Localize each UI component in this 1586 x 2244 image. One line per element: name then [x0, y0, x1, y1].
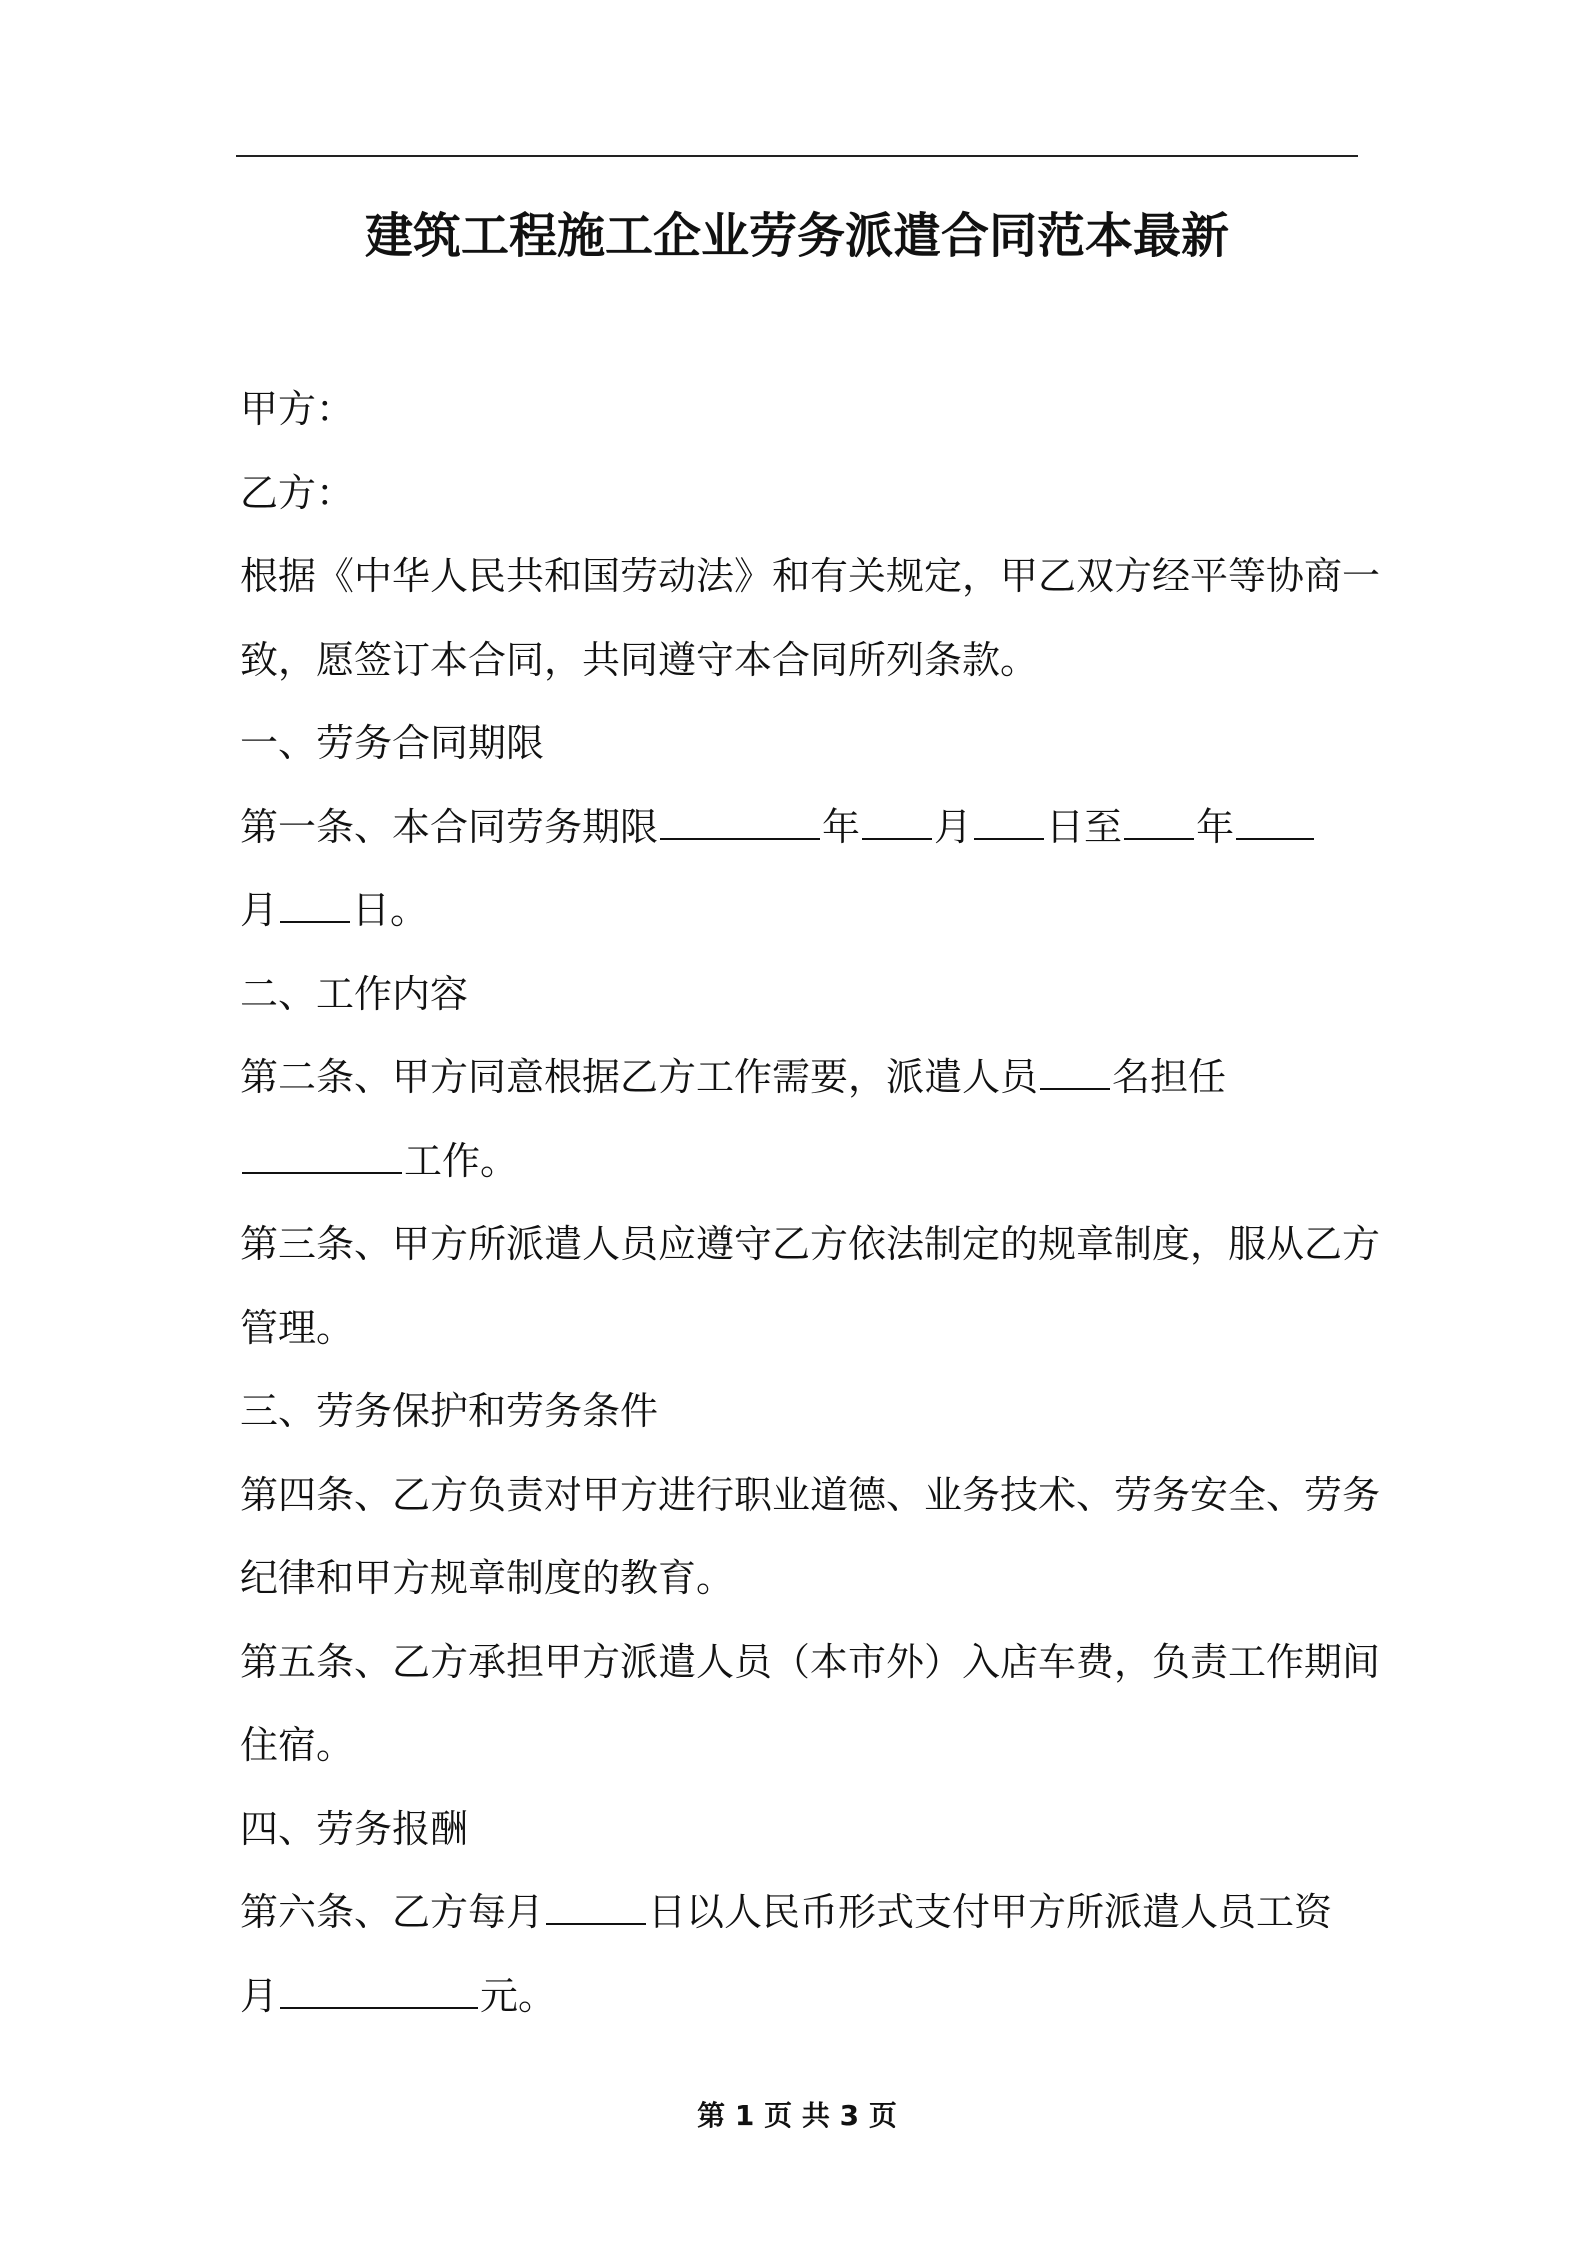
- article-6-text: 月: [240, 1973, 279, 2018]
- blank-field: [1124, 801, 1194, 839]
- document-title: 建筑工程施工企业劳务派遣合同范本最新: [364, 208, 1229, 264]
- section-heading-3: 三、劳务保护和劳务条件: [240, 1389, 659, 1433]
- article-2-text: 名担任: [1112, 1055, 1227, 1099]
- blank-field: [280, 1970, 478, 2008]
- header-rule: [236, 155, 1358, 157]
- article-2-text: 第二条、甲方同意根据乙方工作需要，派遣人员: [240, 1055, 1039, 1099]
- blank-field: [862, 801, 932, 839]
- blank-field: [280, 885, 350, 923]
- article-6-line-2: [240, 1955, 1358, 2039]
- article-6-text: 元。: [480, 1973, 557, 2018]
- day-to-label: 日至: [1046, 804, 1123, 849]
- blank-field: [974, 801, 1044, 839]
- blank-field: [242, 1135, 402, 1173]
- article-6-text: 日以人民币形式支付甲方所派遣人员工资: [648, 1890, 1333, 1934]
- article-2-line-1: [240, 1036, 1358, 1120]
- article-1-text: 第一条、本合同劳务期限: [240, 804, 659, 849]
- page-footer: 第 1 页 共 3 页: [697, 2099, 897, 2132]
- article-1-line-1: [240, 786, 1358, 870]
- preamble-line-2: 致，愿签订本合同，共同遵守本合同所列条款。: [240, 637, 1039, 682]
- month-label: 月: [934, 804, 973, 849]
- blank-field: [660, 801, 820, 839]
- blank-field: [546, 1887, 646, 1925]
- article-3-line-2: 管理。: [240, 1305, 355, 1350]
- article-6-text: 第六条、乙方每月: [240, 1890, 545, 1934]
- blank-field: [1236, 801, 1314, 839]
- section-heading-4: 四、劳务报酬: [240, 1806, 469, 1851]
- article-5-line-2: 住宿。: [240, 1723, 355, 1767]
- section-heading-2: 二、工作内容: [240, 971, 469, 1016]
- preamble-line-1: 根据《中华人民共和国劳动法》和有关规定，甲乙双方经平等协商一: [240, 554, 1381, 598]
- article-2-text: 工作。: [404, 1138, 519, 1183]
- article-1-line-2: [240, 869, 1358, 953]
- blank-field: [1040, 1052, 1110, 1090]
- article-5-line-1: 第五条、乙方承担甲方派遣人员（本市外）入店车费，负责工作期间: [240, 1639, 1381, 1684]
- article-4-line-1: 第四条、乙方负责对甲方进行职业道德、业务技术、劳务安全、劳务: [240, 1472, 1381, 1517]
- article-3-line-1: 第三条、甲方所派遣人员应遵守乙方依法制定的规章制度，服从乙方: [240, 1222, 1381, 1266]
- party-b-line: 乙方：: [240, 470, 355, 515]
- month-label: 月: [240, 888, 279, 932]
- article-6-line-1: [240, 1871, 1358, 1955]
- document-body: [240, 368, 1381, 2038]
- year-label: 年: [822, 804, 861, 849]
- article-4-line-2: 纪律和甲方规章制度的教育。: [240, 1556, 735, 1600]
- article-2-line-2: [240, 1120, 1358, 1204]
- day-label: 日。: [352, 888, 429, 932]
- year-label: 年: [1196, 804, 1235, 849]
- party-a-line: 甲方：: [240, 387, 355, 431]
- section-heading-1: 一、劳务合同期限: [240, 721, 545, 765]
